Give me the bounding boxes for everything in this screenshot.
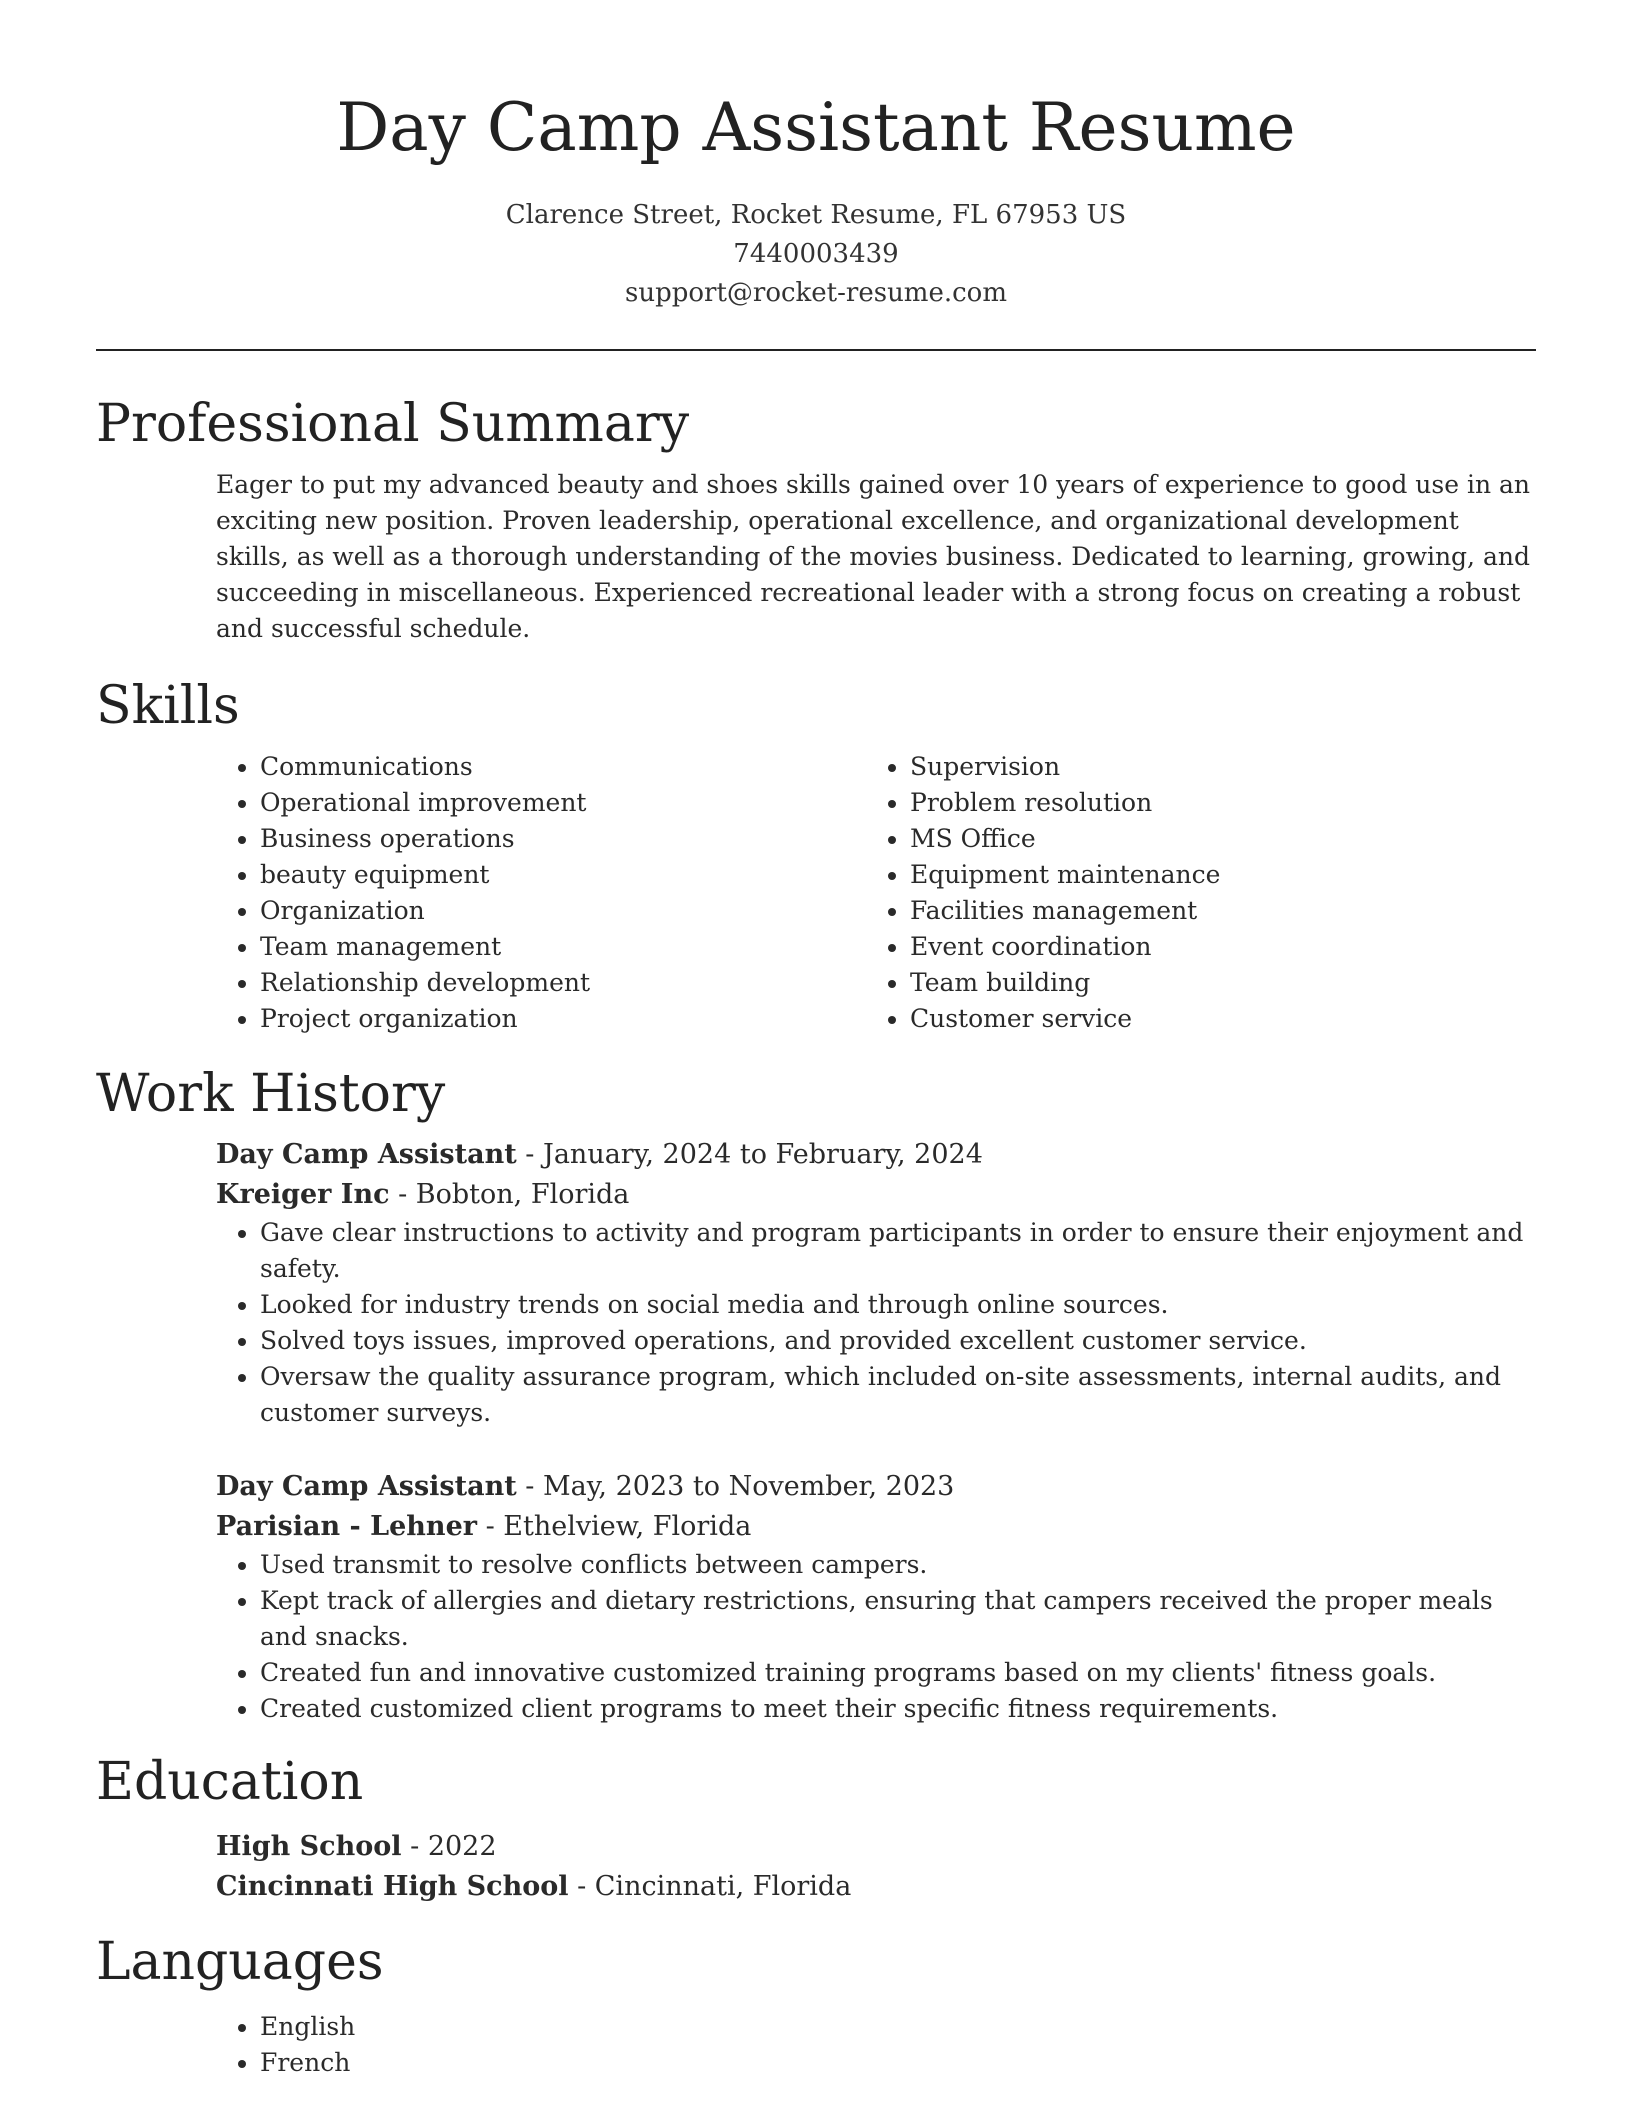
summary-text: Eager to put my advanced beauty and shoes skills gained over 10 years of experience to good use in an exciting new position. Proven leadership, operational excellence, and organizational development skills, as well as a thorough understanding of the movies business. Dedicated to learning, growing, and succeeding in miscellaneous. Experienced recreational leader with a strong focus on creating a robust and successful schedule.: [216, 470, 1531, 643]
skills-column-left: [216, 749, 866, 1037]
job-duty: • Created customized client programs to meet their specific fitness requirements.: [260, 1691, 1536, 1727]
languages-section: [96, 1929, 1536, 2081]
skill-item: • beauty equipment: [260, 857, 866, 893]
phone: 7440003439: [733, 239, 899, 269]
education-year: - 2022: [401, 1831, 497, 1862]
job-duty: • Used transmit to resolve conflicts between campers.: [260, 1547, 1536, 1583]
job-company-line: [216, 1175, 1536, 1215]
skill-item: • Project organization: [260, 1001, 866, 1037]
skills-column-right: [866, 749, 1516, 1037]
skill-item: • Team management: [260, 929, 866, 965]
education-degree: High School: [216, 1831, 402, 1862]
skill-item: • Operational improvement: [260, 785, 866, 821]
skill-item: • Facilities management: [910, 893, 1516, 929]
work-history-section: [96, 1061, 1536, 1727]
job-entry: [96, 1135, 1536, 1431]
education-school: Cincinnati High School: [216, 1871, 569, 1902]
skill-item: • Supervision: [910, 749, 1516, 785]
resume-header: [96, 0, 1536, 313]
contact-info: [96, 196, 1536, 313]
job-role: Day Camp Assistant: [216, 1471, 517, 1502]
job-entry: [96, 1467, 1536, 1727]
education-section: [96, 1749, 1536, 1907]
languages-heading: Languages: [96, 1932, 384, 1992]
resume-title: Day Camp Assistant Resume: [336, 89, 1296, 166]
job-role: Day Camp Assistant: [216, 1139, 517, 1170]
header-divider: [96, 349, 1536, 351]
job-duty: • Created fun and innovative customized training programs based on my clients' fitness goals.: [260, 1655, 1536, 1691]
job-location: - Bobton, Florida: [389, 1179, 630, 1210]
job-duty: • Gave clear instructions to activity and program participants in order to ensure their enjoyment and safety.: [260, 1215, 1536, 1287]
language-item: • English: [260, 2009, 1536, 2045]
email: support@rocket-resume.com: [624, 278, 1007, 308]
summary-section: [96, 391, 1536, 647]
skill-item: • Team building: [910, 965, 1516, 1001]
languages-list: [96, 2009, 1536, 2081]
skills-section: [96, 673, 1536, 1037]
skill-item: • Problem resolution: [910, 785, 1516, 821]
skill-item: • Relationship development: [260, 965, 866, 1001]
education-entry: [96, 1827, 1536, 1907]
education-school-line: [216, 1867, 1536, 1907]
job-company-line: [216, 1507, 1536, 1547]
job-location: - Ethelview, Florida: [476, 1511, 752, 1542]
job-duty: • Oversaw the quality assurance program, which included on-site assessments, internal audits, and customer surveys.: [260, 1359, 1536, 1431]
education-degree-line: [216, 1827, 1536, 1867]
job-duty: • Kept track of allergies and dietary restrictions, ensuring that campers received the proper meals and snacks.: [260, 1583, 1536, 1655]
work-history-heading: Work History: [96, 1064, 446, 1124]
skill-item: • Customer service: [910, 1001, 1516, 1037]
address: Clarence Street, Rocket Resume, FL 67953 US: [505, 200, 1127, 230]
summary-heading: Professional Summary: [96, 394, 690, 454]
job-company: Parisian - Lehner: [216, 1511, 477, 1542]
job-dates: - January, 2024 to February, 2024: [516, 1139, 983, 1170]
skill-item: • Equipment maintenance: [910, 857, 1516, 893]
education-heading: Education: [96, 1752, 364, 1812]
job-duty: • Looked for industry trends on social media and through online sources.: [260, 1287, 1536, 1323]
education-location: - Cincinnati, Florida: [568, 1871, 852, 1902]
skills-heading: Skills: [96, 676, 240, 736]
job-title-line: [216, 1467, 1536, 1507]
skill-item: • Business operations: [260, 821, 866, 857]
job-title-line: [216, 1135, 1536, 1175]
skills-grid: [96, 749, 1536, 1037]
language-item: • French: [260, 2045, 1536, 2081]
job-duties: [216, 1547, 1536, 1727]
skill-item: • MS Office: [910, 821, 1516, 857]
skill-item: • Event coordination: [910, 929, 1516, 965]
job-dates: - May, 2023 to November, 2023: [516, 1471, 955, 1502]
skill-item: • Organization: [260, 893, 866, 929]
skill-item: • Communications: [260, 749, 866, 785]
job-duties: [216, 1215, 1536, 1431]
job-duty: • Solved toys issues, improved operations, and provided excellent customer service.: [260, 1323, 1536, 1359]
job-company: Kreiger Inc: [216, 1179, 390, 1210]
